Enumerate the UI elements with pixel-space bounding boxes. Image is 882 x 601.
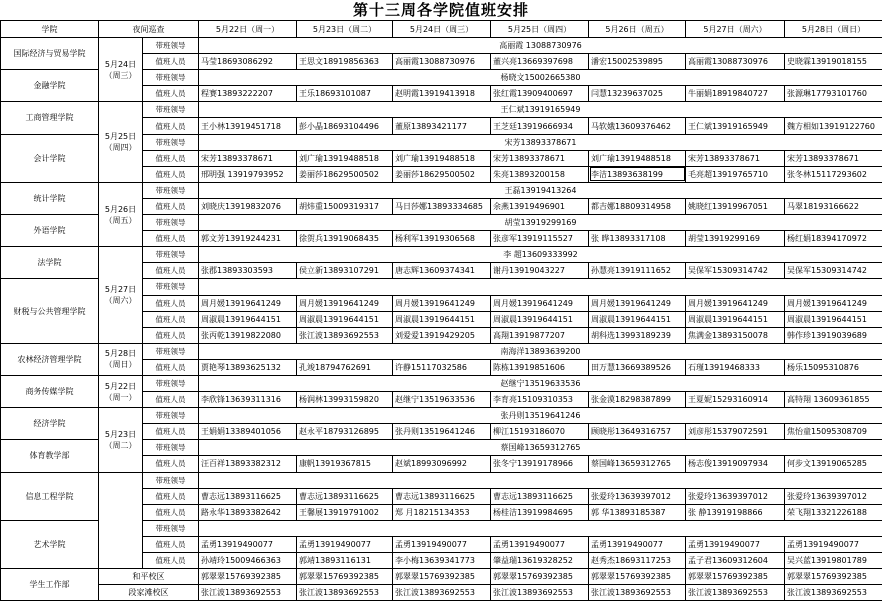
leader-cell: 王仁斌13919165949 bbox=[199, 102, 882, 118]
role-leader: 带班领导 bbox=[143, 472, 199, 488]
role-staff: 值班人员 bbox=[143, 504, 199, 520]
staff-cell: 吴保军15309314742 bbox=[686, 263, 785, 279]
staff-cell: 朱亮13893200158 bbox=[491, 166, 589, 182]
staff-cell: 李欣锋13639311316 bbox=[199, 392, 297, 408]
staff-cell: 侯立新13893107291 bbox=[297, 263, 393, 279]
staff-cell: 王娟娟13389401056 bbox=[199, 424, 297, 440]
staff-cell: 姚晓红13919967051 bbox=[686, 198, 785, 214]
staff-cell: 杨红娟18394170972 bbox=[785, 231, 882, 247]
staff-cell: 周月媛13919641249 bbox=[589, 295, 686, 311]
staff-cell: 张冬宁13919178966 bbox=[491, 456, 589, 472]
staff-cell: 孟勇13919490077 bbox=[785, 536, 882, 552]
college-name: 金融学院 bbox=[1, 70, 99, 102]
college-name: 外语学院 bbox=[1, 215, 99, 247]
staff-cell: 闫慧13239637025 bbox=[589, 86, 686, 102]
staff-cell: 周月媛13919641249 bbox=[686, 295, 785, 311]
staff-cell: 孔竣18794762691 bbox=[297, 359, 393, 375]
role-staff: 值班人员 bbox=[143, 536, 199, 552]
table-row bbox=[1, 182, 882, 198]
staff-cell: 彭小晶18693104496 bbox=[297, 118, 393, 134]
role-leader: 带班领导 bbox=[143, 102, 199, 118]
staff-cell: 高翔13919877207 bbox=[491, 327, 589, 343]
staff-cell: 吴保军15309314742 bbox=[785, 263, 882, 279]
staff-cell: 马莹18693086292 bbox=[199, 54, 297, 70]
table-row bbox=[1, 38, 882, 54]
header-day: 5月22日（周一） bbox=[199, 21, 297, 38]
staff-cell: 周月媛13919641249 bbox=[297, 295, 393, 311]
patrol-date: 5月25日（周四） bbox=[99, 102, 143, 182]
staff-cell: 郭文芳13919244231 bbox=[199, 231, 297, 247]
staff-cell: 周淑晨13919644151 bbox=[393, 311, 491, 327]
staff-cell: 孙靖玲15009466363 bbox=[199, 553, 297, 569]
campus-name: 段家滩校区 bbox=[99, 585, 199, 601]
staff-cell: 周月媛13919641249 bbox=[199, 295, 297, 311]
college-name: 财税与公共管理学院 bbox=[1, 279, 99, 343]
staff-cell: 周月媛13919641249 bbox=[785, 295, 882, 311]
header-day: 5月26日（周五） bbox=[589, 21, 686, 38]
staff-cell: 刘彦彤15379072591 bbox=[686, 424, 785, 440]
patrol-date: 5月22日（周一） bbox=[99, 375, 143, 407]
staff-cell: 顾晓彤13649316757 bbox=[589, 424, 686, 440]
role-leader: 带班领导 bbox=[143, 247, 199, 263]
patrol-date: 5月27日（周六） bbox=[99, 247, 143, 344]
leader-cell: 张丹则13519641246 bbox=[199, 408, 882, 424]
staff-cell: 刘广瑜13919488518 bbox=[393, 150, 491, 166]
table-row bbox=[1, 375, 882, 391]
staff-cell: 张江波13893692553 bbox=[491, 585, 589, 601]
page-title: 第十三周各学院值班安排 bbox=[0, 0, 882, 20]
staff-cell: 张源琳17793101760 bbox=[785, 86, 882, 102]
role-leader: 带班领导 bbox=[143, 134, 199, 150]
staff-cell: 孟勇13919490077 bbox=[297, 536, 393, 552]
staff-cell: 杨桂洁13919984695 bbox=[491, 504, 589, 520]
college-name: 工商管理学院 bbox=[1, 102, 99, 134]
staff-cell: 焦满金13893150078 bbox=[686, 327, 785, 343]
staff-cell: 杨乐15095310876 bbox=[785, 359, 882, 375]
staff-cell: 吴兴蓝13919801789 bbox=[785, 553, 882, 569]
staff-cell: 曹志远13893116625 bbox=[393, 488, 491, 504]
staff-cell: 张红霞13909400697 bbox=[491, 86, 589, 102]
staff-cell: 蔡国峰13659312765 bbox=[589, 456, 686, 472]
staff-cell: 王小林13919451718 bbox=[199, 118, 297, 134]
staff-cell: 韩作珍13919039689 bbox=[785, 327, 882, 343]
role-staff: 值班人员 bbox=[143, 263, 199, 279]
staff-cell: 曹志远13893116625 bbox=[297, 488, 393, 504]
staff-cell: 宋芳13893378671 bbox=[686, 150, 785, 166]
college-name: 农林经济管理学院 bbox=[1, 343, 99, 375]
staff-cell: 焦怡童15095308709 bbox=[785, 424, 882, 440]
staff-cell: 余燕13919496901 bbox=[491, 198, 589, 214]
staff-cell: 周月媛13919641249 bbox=[393, 295, 491, 311]
header-day: 5月27日（周六） bbox=[686, 21, 785, 38]
staff-cell: 孟勇13919490077 bbox=[686, 536, 785, 552]
college-name: 商务传媒学院 bbox=[1, 375, 99, 407]
staff-cell: 都吉娜18809314958 bbox=[589, 198, 686, 214]
staff-cell: 高丽霞13088730976 bbox=[686, 54, 785, 70]
staff-cell: 柳江15193186070 bbox=[491, 424, 589, 440]
college-name: 会计学院 bbox=[1, 134, 99, 182]
role-leader: 带班领导 bbox=[143, 70, 199, 86]
staff-cell: 周淑晨13919644151 bbox=[785, 311, 882, 327]
patrol-date: 5月24日（周三） bbox=[99, 38, 143, 102]
header-day: 5月23日（周二） bbox=[297, 21, 393, 38]
college-name: 学生工作部 bbox=[1, 569, 99, 601]
staff-cell: 张 静13919198866 bbox=[686, 504, 785, 520]
header-patrol: 夜间巡查 bbox=[99, 21, 199, 38]
staff-cell: 周淑晨13919644151 bbox=[491, 311, 589, 327]
staff-cell: 郭翠翠15769392385 bbox=[785, 569, 882, 585]
staff-cell: 魏方相如13919122760 bbox=[785, 118, 882, 134]
staff-cell: 刘晓庆13919832076 bbox=[199, 198, 297, 214]
staff-cell: 张江波13893692553 bbox=[297, 327, 393, 343]
staff-cell: 杨润林13993159820 bbox=[297, 392, 393, 408]
staff-cell: 郭 华13893185387 bbox=[589, 504, 686, 520]
staff-cell: 张丙乾13919822080 bbox=[199, 327, 297, 343]
staff-cell: 孟勇13919490077 bbox=[491, 536, 589, 552]
staff-cell: 郭翠翠15769392385 bbox=[297, 569, 393, 585]
patrol-date: 5月23日（周二） bbox=[99, 408, 143, 472]
staff-cell: 李洁13893638199 bbox=[589, 166, 686, 182]
role-leader: 带班领导 bbox=[143, 279, 199, 295]
staff-cell: 唐志辉13609374341 bbox=[393, 263, 491, 279]
role-leader: 带班领导 bbox=[143, 408, 199, 424]
staff-cell: 张彦军13919115527 bbox=[491, 231, 589, 247]
staff-cell: 孟勇13919490077 bbox=[393, 536, 491, 552]
staff-cell: 姜丽莎18629500502 bbox=[393, 166, 491, 182]
role-staff: 值班人员 bbox=[143, 456, 199, 472]
role-leader: 带班领导 bbox=[143, 520, 199, 536]
staff-cell: 毛亮超13919765710 bbox=[686, 166, 785, 182]
table-row bbox=[1, 343, 882, 359]
staff-cell: 康帆13919367815 bbox=[297, 456, 393, 472]
staff-cell: 董兴亮13669397698 bbox=[491, 54, 589, 70]
staff-cell: 许静15117032586 bbox=[393, 359, 491, 375]
staff-cell: 赵明霞13919413918 bbox=[393, 86, 491, 102]
college-name: 体育教学部 bbox=[1, 440, 99, 472]
role-staff: 值班人员 bbox=[143, 198, 199, 214]
table-row bbox=[1, 247, 882, 263]
college-name: 法学院 bbox=[1, 247, 99, 279]
staff-cell: 王芝廷13919666934 bbox=[491, 118, 589, 134]
staff-cell: 杨志俊13919097934 bbox=[686, 456, 785, 472]
staff-cell: 曹志远13893116625 bbox=[491, 488, 589, 504]
staff-cell: 张江波13893692553 bbox=[393, 585, 491, 601]
staff-cell: 孟勇13919490077 bbox=[589, 536, 686, 552]
leader-cell: 杨晓文15002665380 bbox=[199, 70, 882, 86]
role-staff: 值班人员 bbox=[143, 327, 199, 343]
staff-cell: 李育亮15109310353 bbox=[491, 392, 589, 408]
staff-cell: 张爱玲13639397012 bbox=[686, 488, 785, 504]
staff-cell: 田万慧13669389526 bbox=[589, 359, 686, 375]
staff-cell: 邢明强 13919793952 bbox=[199, 166, 297, 182]
staff-cell: 张江波13893692553 bbox=[785, 585, 882, 601]
leader-cell: 南海洋13893639200 bbox=[199, 343, 882, 359]
role-staff: 值班人员 bbox=[143, 231, 199, 247]
role-leader: 带班领导 bbox=[143, 38, 199, 54]
college-name: 统计学院 bbox=[1, 182, 99, 214]
role-staff: 值班人员 bbox=[143, 392, 199, 408]
staff-cell: 张 晔13893317108 bbox=[589, 231, 686, 247]
staff-cell: 周淑晨13919644151 bbox=[297, 311, 393, 327]
patrol-date: 5月26日（周五） bbox=[99, 182, 143, 246]
staff-cell: 张爱玲13639397012 bbox=[785, 488, 882, 504]
staff-cell: 张冬林15117293602 bbox=[785, 166, 882, 182]
role-staff: 值班人员 bbox=[143, 166, 199, 182]
patrol-date: 5月28日（周日） bbox=[99, 343, 143, 375]
header-day: 5月28日（周日） bbox=[785, 21, 882, 38]
staff-cell: 路永华13893382642 bbox=[199, 504, 297, 520]
college-name: 国际经济与贸易学院 bbox=[1, 38, 99, 70]
college-name: 信息工程学院 bbox=[1, 472, 99, 520]
role-leader: 带班领导 bbox=[143, 440, 199, 456]
role-staff: 值班人员 bbox=[143, 150, 199, 166]
role-staff: 值班人员 bbox=[143, 488, 199, 504]
staff-cell: 孙慧亮13919111652 bbox=[589, 263, 686, 279]
table-row bbox=[1, 585, 882, 601]
staff-cell: 胡炜重15009319317 bbox=[297, 198, 393, 214]
staff-cell: 杨利军13919306568 bbox=[393, 231, 491, 247]
staff-cell: 高特翔 13609361855 bbox=[785, 392, 882, 408]
staff-cell: 刘广瑜13919488518 bbox=[297, 150, 393, 166]
leader-cell: 蔡国峰13659312765 bbox=[199, 440, 882, 456]
staff-cell: 石瑾13919468333 bbox=[686, 359, 785, 375]
staff-cell: 周淑晨13919644151 bbox=[199, 311, 297, 327]
college-name: 经济学院 bbox=[1, 408, 99, 440]
staff-cell: 王乐18693101087 bbox=[297, 86, 393, 102]
staff-cell: 曹志远13893116625 bbox=[199, 488, 297, 504]
staff-cell: 郭翠翠15769392385 bbox=[686, 569, 785, 585]
staff-cell: 贾艳琴13893625132 bbox=[199, 359, 297, 375]
staff-cell: 李小梅13639341773 bbox=[393, 553, 491, 569]
role-staff: 值班人员 bbox=[143, 553, 199, 569]
staff-cell: 王思文18919856363 bbox=[297, 54, 393, 70]
staff-cell: 宋芳13893378671 bbox=[491, 150, 589, 166]
staff-cell: 郭翠翠15769392385 bbox=[491, 569, 589, 585]
leader-cell: 高丽霞 13088730976 bbox=[199, 38, 882, 54]
staff-cell: 刘爱爱13919429205 bbox=[393, 327, 491, 343]
staff-cell: 刘广瑜13919488518 bbox=[589, 150, 686, 166]
leader-cell: 李 超13609333992 bbox=[199, 247, 882, 263]
table-row bbox=[1, 472, 882, 488]
staff-cell: 张丹则13519641246 bbox=[393, 424, 491, 440]
staff-cell: 郭翠翠15769392385 bbox=[393, 569, 491, 585]
leader-cell: 赵继宁13519633536 bbox=[199, 375, 882, 391]
staff-cell: 赵继宁13519633536 bbox=[393, 392, 491, 408]
staff-cell: 高丽霞13088730976 bbox=[393, 54, 491, 70]
header-day: 5月24日（周三） bbox=[393, 21, 491, 38]
staff-cell: 赵秀杰18693117253 bbox=[589, 553, 686, 569]
staff-cell: 张江波13893692553 bbox=[199, 585, 297, 601]
staff-cell: 张金漠18298387899 bbox=[589, 392, 686, 408]
staff-cell: 郭翠翠15769392385 bbox=[199, 569, 297, 585]
staff-cell: 肇益瑞13619328252 bbox=[491, 553, 589, 569]
staff-cell: 孟子君13609312604 bbox=[686, 553, 785, 569]
leader-cell: 宋芳13893378671 bbox=[199, 134, 882, 150]
staff-cell: 陈栋13919851606 bbox=[491, 359, 589, 375]
staff-cell: 徐贺兵13919068435 bbox=[297, 231, 393, 247]
staff-cell: 谢丹13919043227 bbox=[491, 263, 589, 279]
leader-cell bbox=[199, 279, 882, 295]
staff-cell: 史晓霖13919018155 bbox=[785, 54, 882, 70]
staff-cell: 张江波13893692553 bbox=[297, 585, 393, 601]
staff-cell: 牛丽娟18919840727 bbox=[686, 86, 785, 102]
staff-cell: 孟勇13919490077 bbox=[199, 536, 297, 552]
table-row bbox=[1, 569, 882, 585]
staff-cell: 胡科选13993189239 bbox=[589, 327, 686, 343]
table-row bbox=[1, 408, 882, 424]
staff-cell: 郭翠翠15769392385 bbox=[589, 569, 686, 585]
patrol-date bbox=[99, 472, 143, 569]
staff-cell: 周月媛13919641249 bbox=[491, 295, 589, 311]
role-leader: 带班领导 bbox=[143, 182, 199, 198]
staff-cell: 王夏妮15293160914 bbox=[686, 392, 785, 408]
role-leader: 带班领导 bbox=[143, 375, 199, 391]
staff-cell: 宋芳13893378671 bbox=[199, 150, 297, 166]
staff-cell: 程赛13893222207 bbox=[199, 86, 297, 102]
role-staff: 值班人员 bbox=[143, 54, 199, 70]
role-staff: 值班人员 bbox=[143, 295, 199, 311]
staff-cell: 张江波13893692553 bbox=[686, 585, 785, 601]
staff-cell: 宋芳13893378671 bbox=[785, 150, 882, 166]
staff-cell: 马日莎娜13893334685 bbox=[393, 198, 491, 214]
staff-cell: 马翠18193166622 bbox=[785, 198, 882, 214]
staff-cell: 周淑晨13919644151 bbox=[589, 311, 686, 327]
leader-cell bbox=[199, 520, 882, 536]
staff-cell: 赵斌18993096992 bbox=[393, 456, 491, 472]
staff-cell: 潘宏15002539895 bbox=[589, 54, 686, 70]
role-staff: 值班人员 bbox=[143, 311, 199, 327]
staff-cell: 胡莹13919299169 bbox=[686, 231, 785, 247]
duty-roster-table bbox=[0, 20, 882, 601]
leader-cell: 胡莹13919299169 bbox=[199, 215, 882, 231]
leader-cell bbox=[199, 472, 882, 488]
staff-cell: 汪百祥13893382312 bbox=[199, 456, 297, 472]
staff-cell: 周淑晨13919644151 bbox=[686, 311, 785, 327]
staff-cell: 姜丽莎18629500502 bbox=[297, 166, 393, 182]
college-name: 艺术学院 bbox=[1, 520, 99, 568]
staff-cell: 郑 月18215134353 bbox=[393, 504, 491, 520]
role-leader: 带班领导 bbox=[143, 215, 199, 231]
role-staff: 值班人员 bbox=[143, 359, 199, 375]
campus-name: 和平校区 bbox=[99, 569, 199, 585]
staff-cell: 赵永平18793126895 bbox=[297, 424, 393, 440]
staff-cell: 张郡13893303593 bbox=[199, 263, 297, 279]
leader-cell: 王磊13919413264 bbox=[199, 182, 882, 198]
table-row bbox=[1, 102, 882, 118]
staff-cell: 张江波13893692553 bbox=[589, 585, 686, 601]
role-leader: 带班领导 bbox=[143, 343, 199, 359]
staff-cell: 王仁斌13919165949 bbox=[686, 118, 785, 134]
staff-cell: 何步文13919065285 bbox=[785, 456, 882, 472]
role-staff: 值班人员 bbox=[143, 118, 199, 134]
staff-cell: 荣飞翔13321226188 bbox=[785, 504, 882, 520]
staff-cell: 董原13893421177 bbox=[393, 118, 491, 134]
role-staff: 值班人员 bbox=[143, 424, 199, 440]
role-staff: 值班人员 bbox=[143, 86, 199, 102]
header-day: 5月25日（周四） bbox=[491, 21, 589, 38]
staff-cell: 马软娥13609376462 bbox=[589, 118, 686, 134]
header-row bbox=[1, 21, 882, 38]
staff-cell: 郭靖13893116131 bbox=[297, 553, 393, 569]
staff-cell: 王馨展13919791002 bbox=[297, 504, 393, 520]
header-college: 学院 bbox=[1, 21, 99, 38]
staff-cell: 张爱玲13639397012 bbox=[589, 488, 686, 504]
